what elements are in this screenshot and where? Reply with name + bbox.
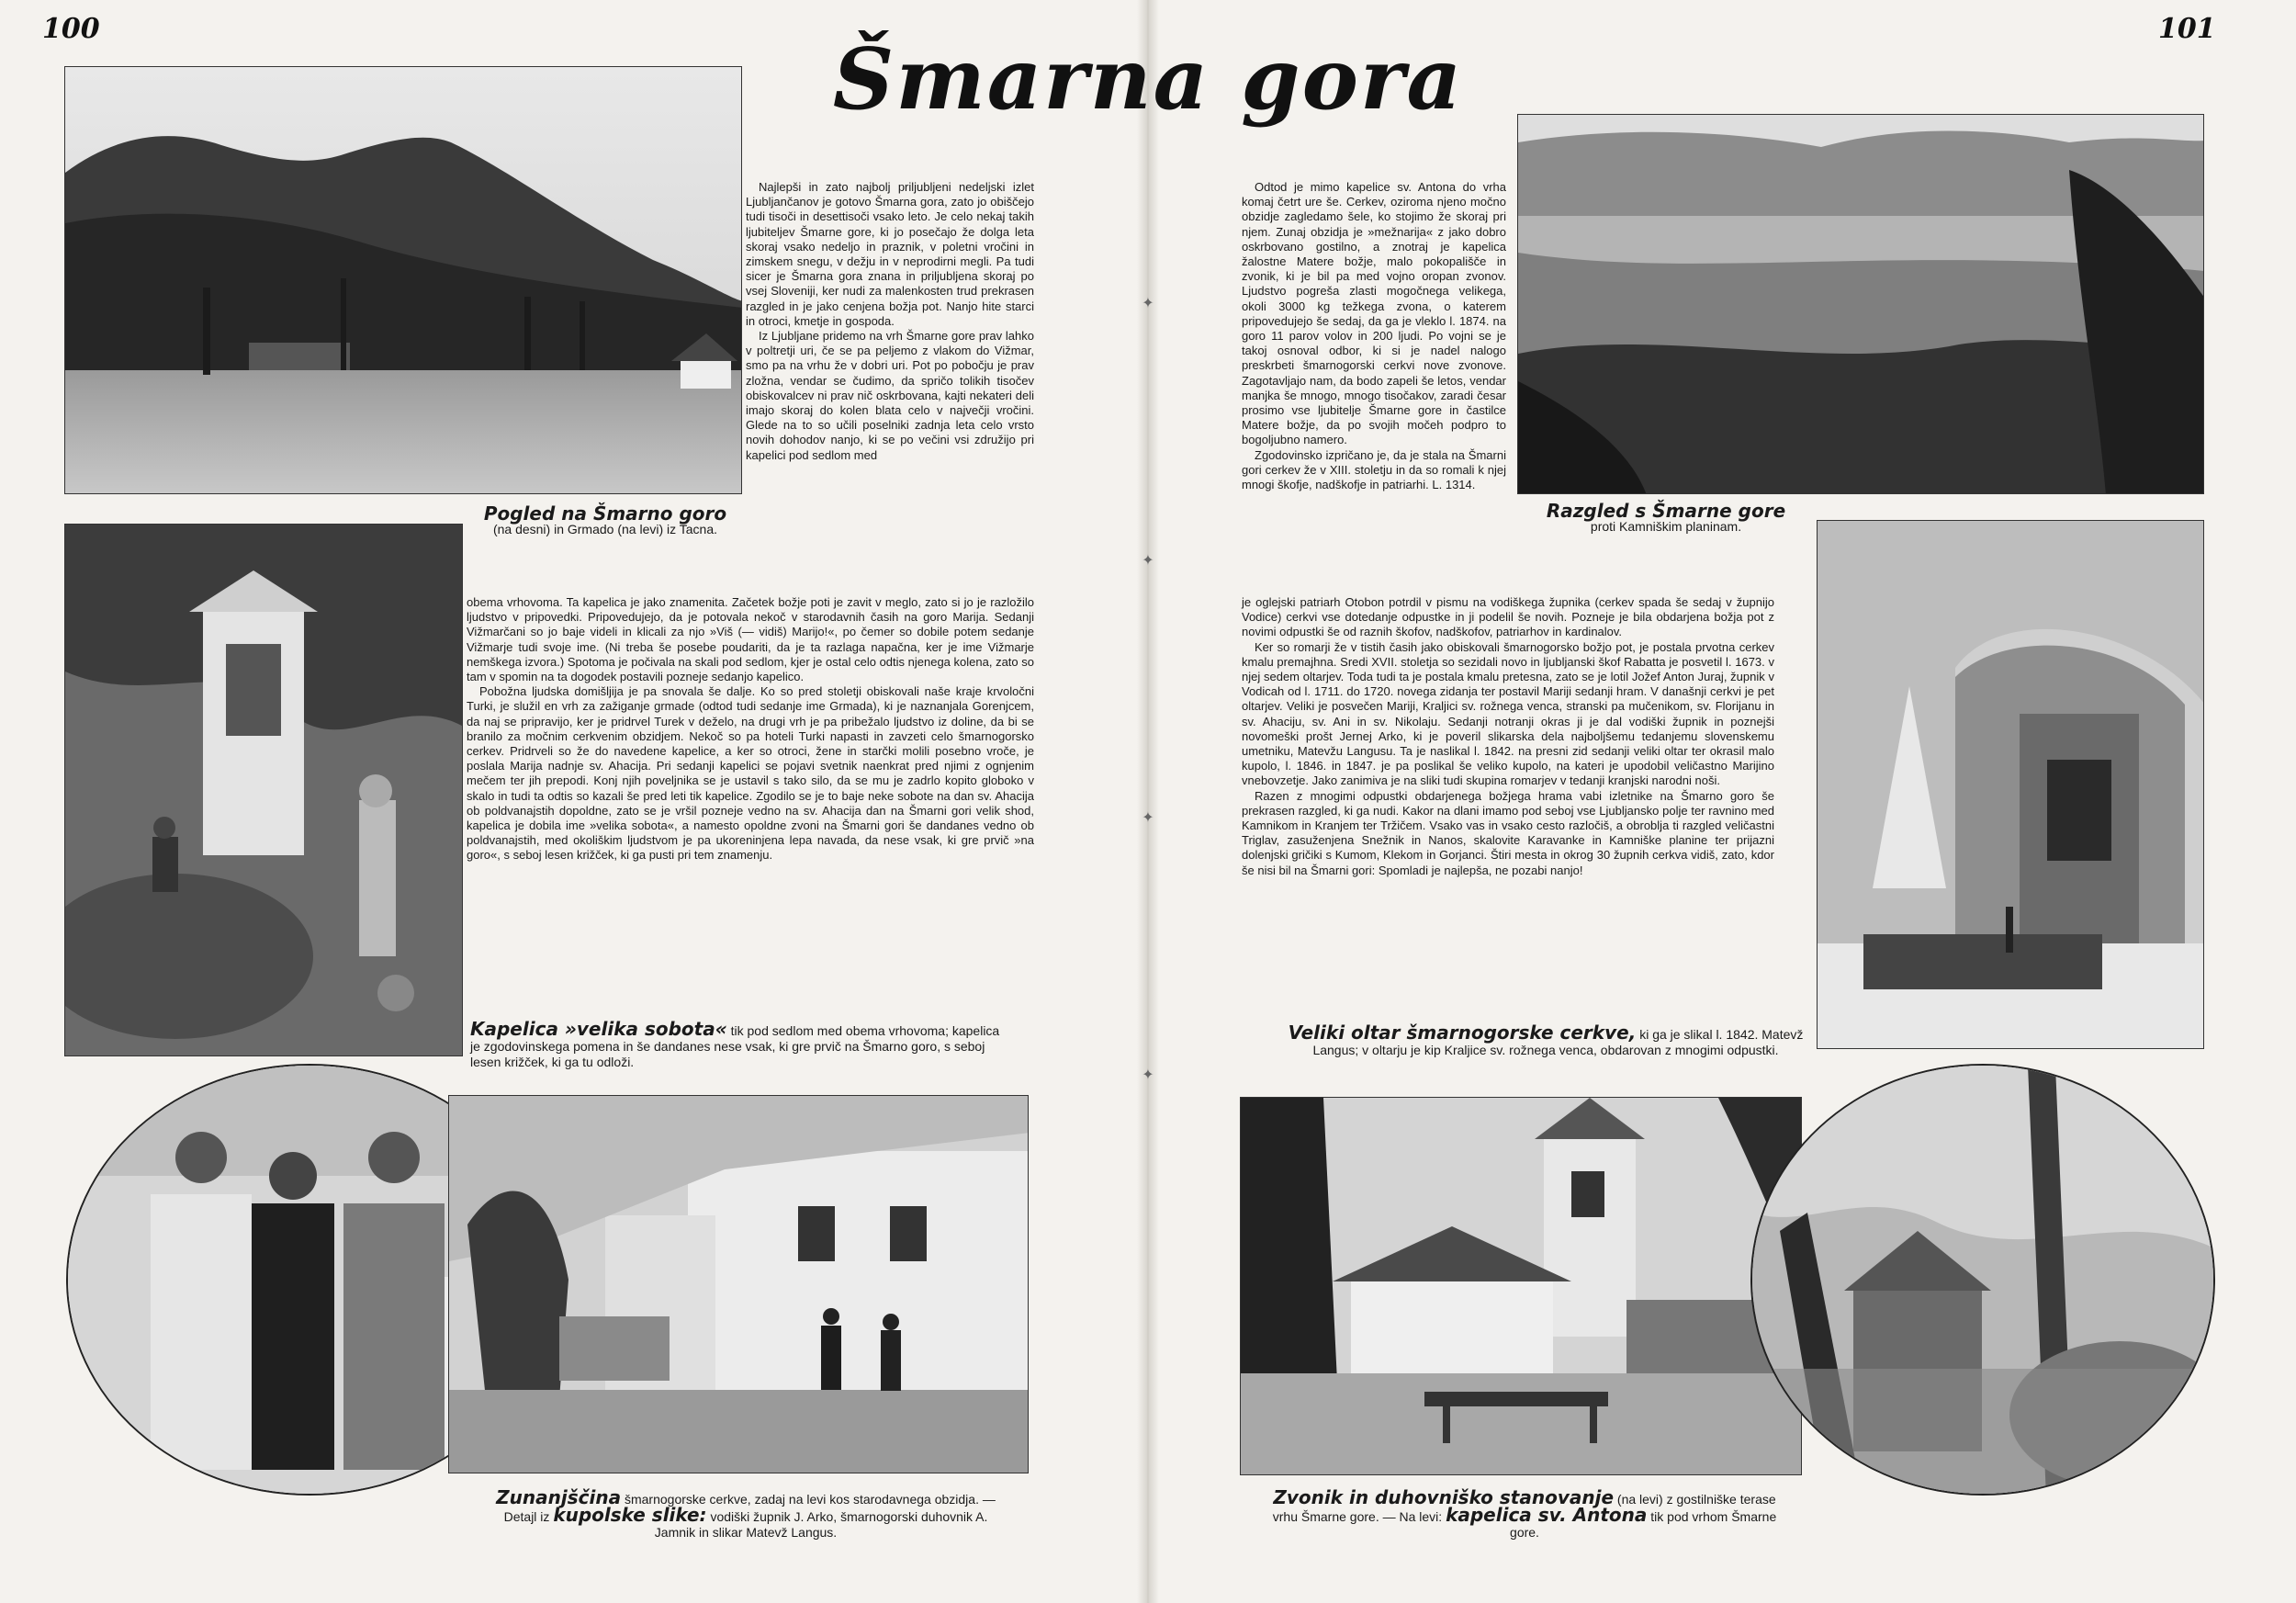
caption-oltar-head: Veliki oltar šmarnogorske cerkve, — [1288, 1022, 1637, 1044]
caption-kapelica-head: Kapelica »velika sobota« — [470, 1018, 727, 1040]
caption-zvonik — [1267, 1486, 1782, 1541]
caption-zvonik-text1: (na levi) z gostilniške terase vrhu Šmarne gore. — Na levi: — [1272, 1492, 1776, 1524]
caption-pogled-text: (na desni) in Grmado (na levi) iz Tacna. — [492, 522, 718, 536]
photo-razgled-kamniske — [1517, 114, 2204, 494]
article-column-left — [746, 180, 1034, 463]
article-wide-left — [467, 595, 1034, 864]
caption-zunanjscina-text1: šmarnogorske cerkve, zadaj na levi kos starodavnega obzidja. — Detajl iz — [503, 1492, 996, 1524]
article-paragraph: Iz Ljubljane pridemo na vrh Šmarne gore prav lahko v poltretji uri, če se pa peljemo z vlakom do Vižmar, smo pa na vrhu že v dobri uri. Pot po pobočju je prav zložna, vendar se čudimo, da spričo tolikih tisočev obiskovalcev ni prav nič oskrbovana, kajti nekateri deli imajo skoraj do kolen blata celo v največji vročini. Glede na to so učili poselniki zadnja leta celo vrsto novih dohodov nanjo, ki se po večini vsi združijo pri kapelici pod sedlom med — [746, 329, 1034, 462]
binding-mark-icon: ✦ — [1142, 294, 1154, 311]
caption-zunanjscina — [489, 1486, 1003, 1541]
caption-razgled-text: proti Kamniškim planinam. — [1590, 519, 1742, 534]
caption-zvonik-text2: tik pod vrhom Šmarne gore. — [1510, 1509, 1777, 1540]
article-paragraph: Odtod je mimo kapelice sv. Antona do vrha komaj četrt ure še. Cerkev, oziroma njeno močno obzidje zagledamo šele, ko stojimo že skoraj pri njem. Zunaj obzidja je »mežnarija« z jako dobro oskrbovano gostilno, a znotraj je kapelica žalostne Matere božje, malo pokopališče in zvonik, ki je bil pa med vojno oropan zvonov. Ljudstvo pogreša zlasti mogočnega velikega, okoli 3000 kg težkega zvona, o katerem pripovedujejo še sedaj, da ga je vleklo l. 1874. na goro 11 parov volov in 200 ljudi. Po vojni se je takoj osnoval odbor, ki si je nadel nalogo preskrbeti šmarnogorski cerkvi nove zvonove. Zagotavljajo nam, da bodo zapeli še letos, vendar manjka še mnogo, mnogo tisočakov, zaradi česar prosimo vse ljubitelje Šmarne gore in častilce Matere božje, da po svojih močeh podpro to bogoljubno namero. — [1242, 180, 1506, 447]
caption-razgled-head: Razgled s Šmarne gore — [1546, 500, 1786, 522]
article-paragraph: Pobožna ljudska domišljija je pa snovala še dalje. Ko so pred stoletji obiskovali naše kraje krvoločni Turki, je služil en vrh za zažiganje grmade (odtod tudi sedanje ime Grmada), ki je naznanjala Gorenjcem, da naj se pripravijo, ker je pridrvel Turek v deželo, na drugi vrh je pa pribežalo ljudstvo iz doline, da bi se branilo za močnim cerkvenim obzidjem. Nekoč so pa hoteli Turki napasti in zavzeti celo šmarnogorsko cerkev. Pridrveli so že do navedene kapelice, a ker so otroci, žene in starčki molili posebno vroče, je poslala Marija nadnje sv. Ahacija. Pri sedanji kapelici se pojavi svetnik naenkrat pred njimi z ognjenim mečem ter jih prepodi. Konj njih poveljnika se je ustavil s tako silo, da se mu je zadrlo kopito globoko v skalo in tudi ta odtis so kazali še pred leti tik kapelice. Zgodilo se je to baje neke sobote na dan sv. Ahacija ob poldvanajstih dopoldne, zato se je vršil pozneje vedno na sv. Ahacija dan na Šmarni gori velik shod, kapelica je dobila ime »velika sobota«, a namesto opoldne zvoni na Šmarni gori še dandanes vedno ob poldvanajstih, med okoliškim ljudstvom je pa ukoreninjena lepa navada, da nese vsak, ki gre prvič »na goro«, s seboj lesen križček, ki ga pusti pri tem znamenju. — [467, 684, 1034, 863]
caption-razgled — [1519, 500, 1813, 535]
photo-smarna-gora-view — [64, 66, 742, 494]
photo-kapelica-velika-sobota — [64, 524, 463, 1056]
page-number-left: 100 — [42, 13, 100, 45]
caption-pogled — [463, 502, 748, 537]
page-gutter — [1137, 0, 1159, 1603]
caption-zunanjscina-head: Zunanjščina — [496, 1486, 622, 1508]
article-paragraph: je oglejski patriarh Otobon potrdil v pismu na vodiškega župnika (cerkev spada še sedaj v župnijo Vodice) cerkvi vse dotedanje odpustke in ji podelil še novih. Pozneje je bila obdarjena božja pot z novimi odpustki še od raznih škofov, nadškofov, patriarhov in kardinalov. — [1242, 595, 1774, 639]
photo-zunanjscina-cerkve — [448, 1095, 1029, 1473]
caption-pogled-head: Pogled na Šmarno goro — [483, 502, 727, 525]
binding-mark-icon: ✦ — [1142, 808, 1154, 826]
article-paragraph: Ker so romarji že v tistih časih jako obiskovali šmarnogorsko božjo pot, je postala prvotna cerkev kmalu premajhna. Sredi XVII. stoletja so sezidali novo in ljubljanski škof Rabatta je posvetil l. 1673. v njej sedem oltarjev. Toda tudi ta je postala kmalu pretesna, zato se je lotil Jožef Anton Juraj, župnik v Vodicah od l. 1711. do 1720. novega zidanja ter postavil Mariji sedanji hram. V današnji cerkvi je pet oltarjev. Veliki je posvečen Mariji, Kraljici sv. rožnega venca, stranski pa mučenikom, sv. Florijanu in sv. Ahaciju, sv. Ani in sv. Nikolaju. Sedanji notranji okras ji je dal vodiški župnik in poznejši novomeški prošt Jernej Arko, ki je poveril slikarska dela najboljšemu tedanjemu slovenskemu umetniku, Matevžu Langusu. Ta je naslikal l. 1842. na presni zid sedanji veliki oltar ter okrasil malo kupolo, l. 1846. in 1847. je pa poslikal še veliko kupolo, na kateri je upodobil veličastno Marijino vnebovzetje. Jako zanimiva je na sliki tudi skupina romarjev v tedanji kranjski narodni noši. — [1242, 639, 1774, 788]
photo-veliki-oltar — [1817, 520, 2204, 1049]
binding-mark-icon: ✦ — [1142, 551, 1154, 569]
caption-kapelica — [470, 1018, 1003, 1070]
page-number-right: 101 — [2158, 13, 2216, 45]
article-paragraph: obema vrhovoma. Ta kapelica je jako znamenita. Začetek božje poti je zavit v meglo, zato si jo je razložilo ljudstvo v pripovedki. Pripovedujejo, da je potovala nekoč v starodavnih časih na goro Marija. Sedanji Vižmarčani so jo baje videli in klicali za njo »Viš (— vidiš) Marijo!«, po čemer so dobile potem sedanje Vižmarje tudi svoje ime. (Ni treba še posebe poudariti, da je ta razlaga napačna, ker je ime Vižmarje nemškega izvora.) Spotoma je počivala na skali pod sedlom, kjer je ostal celo odtis njenega kolena, zato so tam v spomin na ta dogodek postavili pozneje sedanjo kapelico. — [467, 595, 1034, 684]
caption-kupolske-head: kupolske slike: — [553, 1504, 707, 1526]
caption-oltar-text: ki ga je slikal l. 1842. Matevž Langus; v oltarju je kip Kraljice sv. rožnega venca, obdarovan z mnogimi odpustki. — [1312, 1027, 1804, 1057]
caption-kapelica-text: tik pod sedlom med obema vrhovoma; kapelica je zgodovinskega pomena in še dandanes nese vsak, ki gre prvič na Šmarno goro, s seboj lesen križček, ki ga tu odloži. — [470, 1023, 1000, 1069]
photo-zvonik — [1240, 1097, 1802, 1475]
article-paragraph: Zgodovinsko izpričano je, da je stala na Šmarni gori cerkev že v XIII. stoletju in da so romali k njej mnogi škofje, nadškofje in patriarhi. L. 1314. — [1242, 447, 1506, 492]
article-column-right — [1242, 180, 1506, 492]
caption-kapelica-anton-head: kapelica sv. Antona — [1446, 1504, 1648, 1526]
binding-mark-icon: ✦ — [1142, 1066, 1154, 1083]
photo-kapelica-sv-antona — [1750, 1064, 2215, 1496]
caption-zvonik-head: Zvonik in duhovniško stanovanje — [1273, 1486, 1615, 1508]
article-paragraph: Razen z mnogimi odpustki obdarjenega božjega hrama vabi izletnike na Šmarno goro še prekrasen razgled, ki ga nudi. Kakor na dlani imamo pod seboj vse Ljubljansko polje ter ravnino med Kamnikom in Kranjem ter Tržičem. Vsako vas in vsako cesto razločiš, a obroblja ti razgled veličastni Triglav, zasuženjena Snežnik in Nanos, skalovite Karavanke in Kamniške planine ter prijazni dolenjski gričiki s Kumom, Klekom in Gorjanci. Štiri mesta in okrog 30 župnih cerkva vidiš, zato, kdor še nisi bil na Šmarni gori: Spomladi je najlepša, ne pozabi nanjo! — [1242, 788, 1774, 877]
bleed-through-text — [1919, 57, 2232, 94]
caption-oltar — [1275, 1022, 1817, 1058]
caption-zunanjscina-text2: vodiški župnik J. Arko, šmarnogorski duhovnik A. Jamnik in slikar Matevž Langus. — [654, 1509, 988, 1540]
article-title: Šmarna gora — [832, 29, 1464, 129]
article-paragraph: Najlepši in zato najbolj priljubljeni nedeljski izlet Ljubljančanov je gotovo Šmarna gora, zato jo obiščejo tudi tisoči in desettisoči vsako leto. Je celo nekaj takih ljubiteljev Šmarne gore, ki jo posečajo že dolga leta skoraj vsako nedeljo in praznik, v poletni vročini in zimskem snegu, v dežju in v neprodirni megli. Pa tudi sicer je Šmarna gora znana in priljubljena skoraj po vsej Sloveniji, ker nudi za malenkosten trud prekrasen razgled in je jako cenjena božja pot. Nanjo hite starci in otroci, kmetje in gospoda. — [746, 180, 1034, 328]
article-wide-right — [1242, 595, 1774, 878]
